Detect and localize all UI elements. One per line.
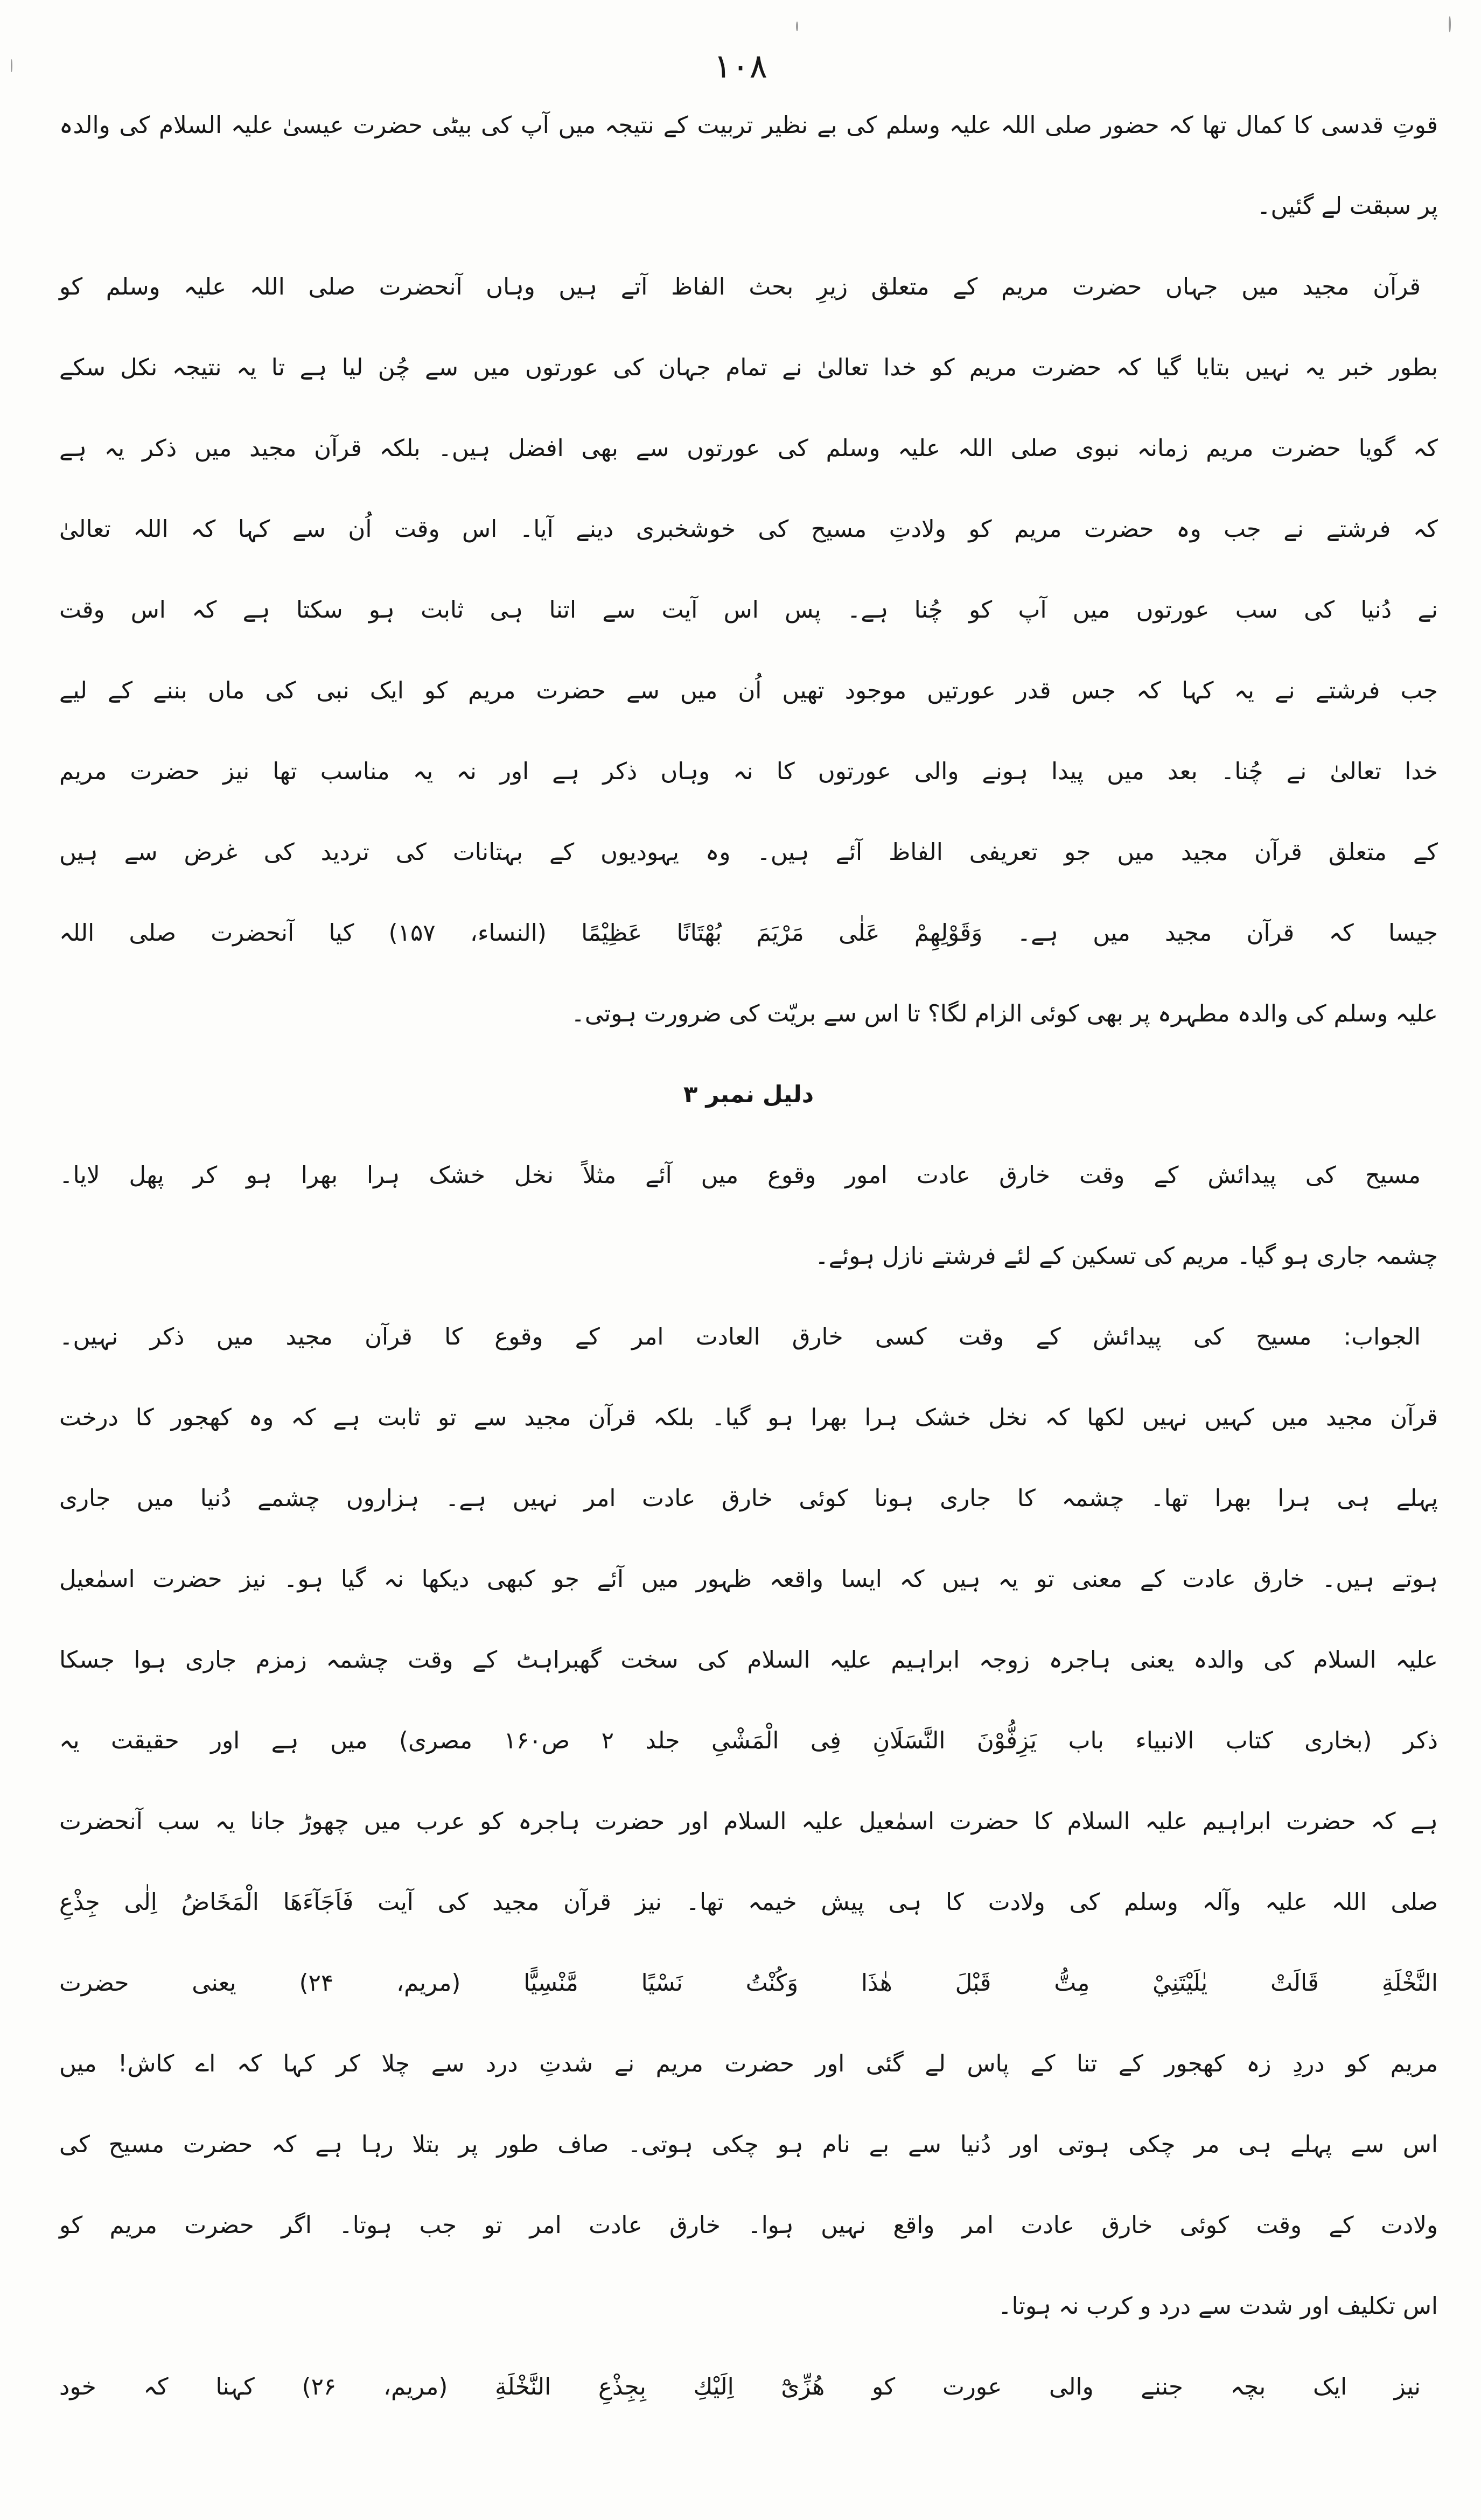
text-line: قرآن مجید میں کہیں نہیں لکھا کہ نخل خشک ہرا بھرا ہو گیا۔ بلکہ قرآن مجید سے تو ثابت ہے کہ وہ کھجور کا درخت	[59, 1404, 1438, 1431]
paragraph	[59, 247, 1438, 1054]
page-number: ۱۰۸	[714, 46, 767, 86]
text-line: ذکر (بخاری کتاب الانبیاء باب یَزِفُّوْنَ النَّسَلَانِ فِی الْمَشْیِ جلد ۲ ص۱۶۰ مصری) میں ہے اور حقیقت یہ	[59, 1727, 1438, 1754]
text-line: ہے کہ حضرت ابراہیم علیہ السلام کا حضرت اسمٰعیل علیہ السلام اور حضرت ہاجرہ کو عرب میں چھوڑ جانا یہ سب آنحضرت	[59, 1808, 1438, 1835]
body-text	[59, 85, 1438, 2427]
text-line: نیز ایک بچہ جننے والی عورت کو هُزِّیْٓ اِلَیْكِ بِجِذْعِ النَّخْلَةِ (مریم، ۲۶) کہنا کہ خود	[59, 2374, 1421, 2400]
text-line: قوتِ قدسی کا کمال تھا کہ حضور صلی اللہ علیہ وسلم کی بے نظیر تربیت کے نتیجہ میں آپ کی بیٹی حضرت عیسیٰ علیہ السلام کی والدہ	[59, 112, 1438, 139]
text-line: الجواب: مسیح کی پیدائش کے وقت کسی خارق العادت امر کے وقوع کا قرآن مجید میں ذکر نہیں۔	[59, 1324, 1421, 1350]
text-line: پر سبقت لے گئیں۔	[1257, 193, 1438, 220]
text-line: خدا تعالیٰ نے چُنا۔ بعد میں پیدا ہونے والی عورتوں کا نہ وہاں ذکر ہے اور نہ یہ مناسب تھا نیز حضرت مریم	[59, 758, 1438, 785]
text-line: علیہ وسلم کی والدہ مطہرہ پر بھی کوئی الزام لگا؟ تا اس سے بریّت کی ضرورت ہوتی۔	[571, 1000, 1438, 1027]
text-line: کہ گویا حضرت مریم زمانہ نبوی صلی اللہ علیہ وسلم کی عورتوں سے بھی افضل ہیں۔ بلکہ قرآن مجید میں ذکر یہ ہے	[59, 435, 1438, 462]
text-line: چشمہ جاری ہو گیا۔ مریم کی تسکین کے لئے فرشتے نازل ہوئے۔	[815, 1243, 1438, 1270]
text-line: مریم کو دردِ زہ کھجور کے تنا کے پاس لے گئی اور حضرت مریم نے شدتِ درد سے چلا کر کہا کہ اے کاش! میں	[59, 2050, 1438, 2077]
text-line: النَّخْلَةِ قَالَتْ يٰلَيْتَنِيْ مِتُّ قَبْلَ هٰذَا وَكُنْتُ نَسْيًا مَّنْسِيًّا (مریم، ۲۴) یعنی حضرت	[59, 1970, 1438, 1997]
text-line: بطور خبر یہ نہیں بتایا گیا کہ حضرت مریم کو خدا تعالیٰ نے تمام جہان کی عورتوں میں سے چُن لیا ہے تا یہ نتیجہ نکل سکے	[59, 354, 1438, 381]
text-line: ولادت کے وقت کوئی خارق عادت امر واقع نہیں ہوا۔ خارق عادت امر تو جب ہوتا۔ اگر حضرت مریم کو	[59, 2212, 1438, 2239]
paragraph	[59, 85, 1438, 247]
section-heading: دلیل نمبر ۳	[683, 1081, 814, 1108]
text-line: جیسا کہ قرآن مجید میں ہے۔ وَقَوْلِهِمْ عَلٰى مَرْيَمَ بُهْتَانًا عَظِيْمًا (النساء، ۱۵۷) کیا آنحضرت صلی اللہ	[59, 920, 1438, 947]
scan-speck	[1449, 16, 1451, 32]
paragraph	[59, 2347, 1438, 2427]
text-line: صلی اللہ علیہ وآلہ وسلم کی ولادت کا ہی پیش خیمہ تھا۔ نیز قرآن مجید کی آیت فَاَجَآءَهَا الْمَخَاضُ اِلٰى جِذْعِ	[59, 1889, 1438, 1916]
objection-paragraph	[59, 1135, 1438, 1297]
text-line: ہوتے ہیں۔ خارق عادت کے معنی تو یہ ہیں کہ ایسا واقعہ ظہور میں آئے جو کبھی دیکھا نہ گیا ہو۔ نیز حضرت اسمٰعیل	[59, 1566, 1438, 1593]
text-line: جب فرشتے نے یہ کہا کہ جس قدر عورتیں موجود تھیں اُن میں سے حضرت مریم کو ایک نبی کی ماں بننے کے لیے	[59, 677, 1438, 704]
text-line: نے دُنیا کی سب عورتوں میں آپ کو چُنا ہے۔ پس اس آیت سے اتنا ہی ثابت ہو سکتا ہے کہ اس وقت	[59, 597, 1438, 624]
text-line: مسیح کی پیدائش کے وقت خارق عادت امور وقوع میں آئے مثلاً نخل خشک ہرا بھرا ہو کر پھل لایا۔	[59, 1162, 1421, 1189]
answer-paragraph	[59, 1297, 1438, 2347]
scan-speck	[796, 22, 798, 31]
text-line: اس سے پہلے ہی مر چکی ہوتی اور دُنیا سے بے نام ہو چکی ہوتی۔ صاف طور پر بتلا رہا ہے کہ حضرت مسیح کی	[59, 2131, 1438, 2158]
text-line: قرآن مجید میں جہاں حضرت مریم کے متعلق زیرِ بحث الفاظ آتے ہیں وہاں آنحضرت صلی اللہ علیہ وسلم کو	[59, 274, 1421, 300]
text-line: اس تکلیف اور شدت سے درد و کرب نہ ہوتا۔	[998, 2293, 1438, 2320]
text-line: علیہ السلام کی والدہ یعنی ہاجرہ زوجہ ابراہیم علیہ السلام کی سخت گھبراہٹ کے وقت چشمہ زمزم جاری ہوا جسکا	[59, 1647, 1438, 1674]
text-line: کہ فرشتے نے جب وہ حضرت مریم کو ولادتِ مسیح کی خوشخبری دینے آیا۔ اس وقت اُن سے کہا کہ اللہ تعالیٰ	[59, 516, 1438, 543]
text-line: پہلے ہی ہرا بھرا تھا۔ چشمہ کا جاری ہونا کوئی خارق عادت امر نہیں ہے۔ ہزاروں چشمے دُنیا میں جاری	[59, 1485, 1438, 1512]
text-line: کے متعلق قرآن مجید میں جو تعریفی الفاظ آئے ہیں۔ وہ یہودیوں کے بہتانات کی تردید کی غرض سے ہیں	[59, 839, 1438, 866]
